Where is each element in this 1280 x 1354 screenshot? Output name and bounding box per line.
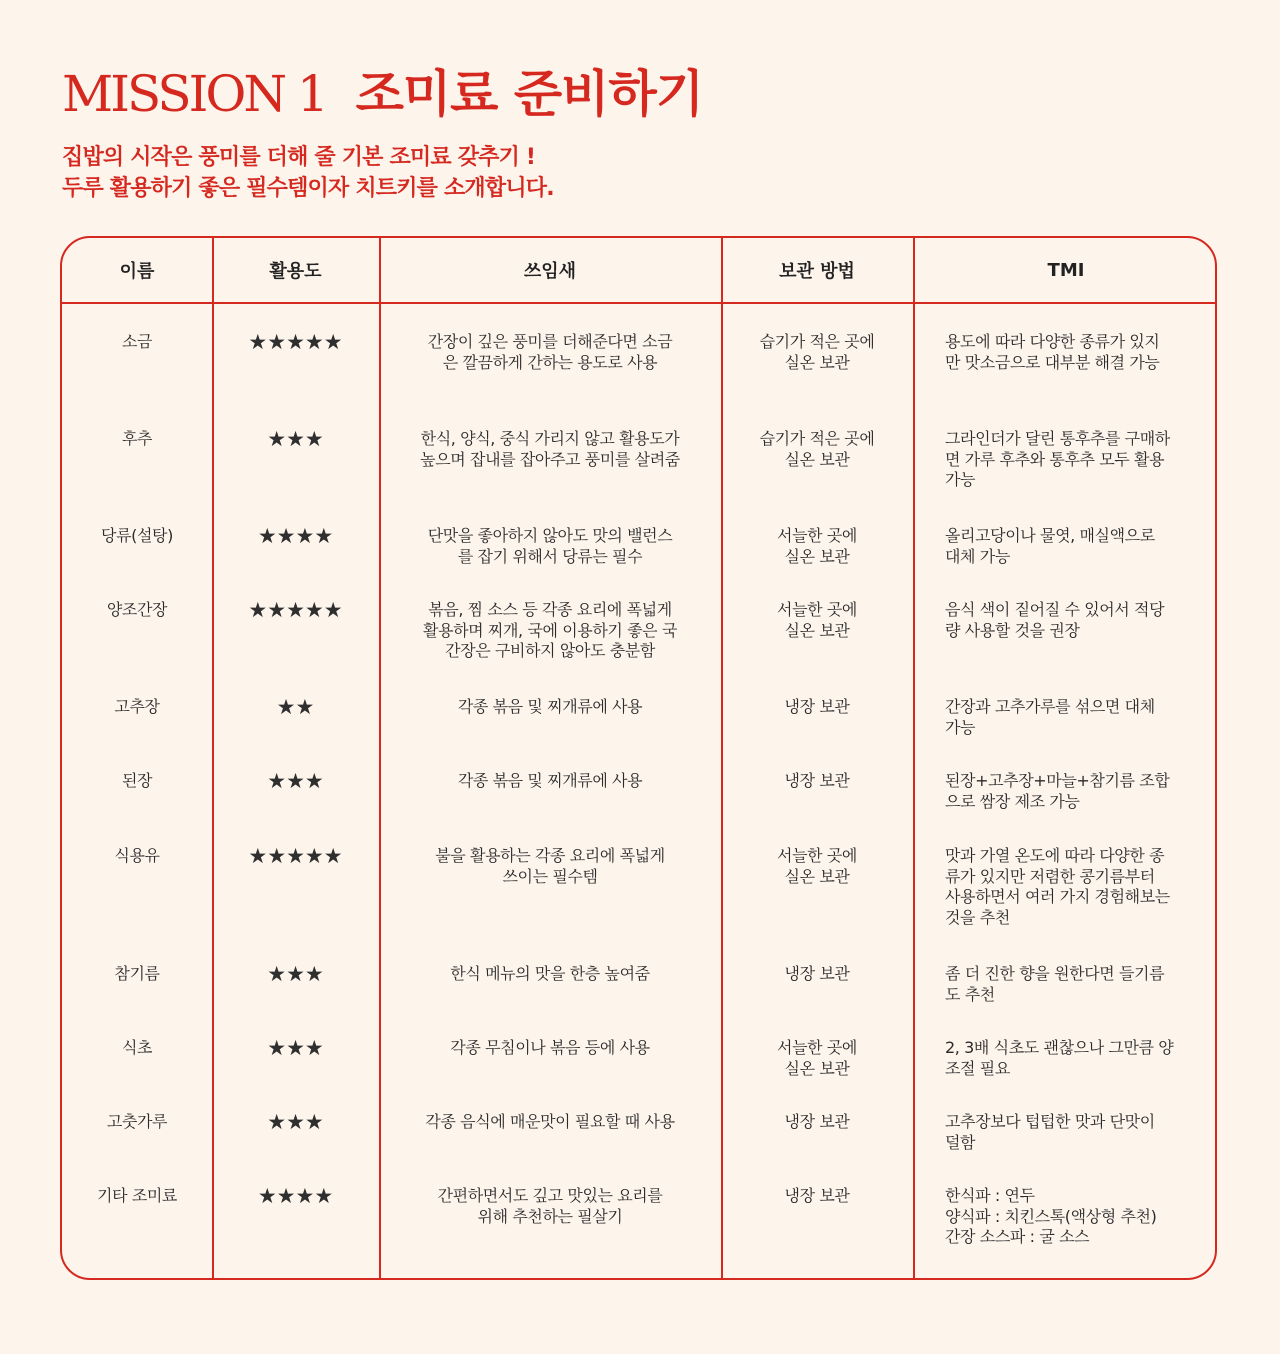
use-description-line: 볶음, 찜 소스 등 각종 요리에 폭넓게	[428, 600, 672, 619]
tmi-note	[913, 846, 1217, 928]
storage-method	[721, 771, 913, 792]
usage-rating-stars: ★★★★★	[248, 598, 343, 622]
tmi-note-line: 간장 소스파 : 굴 소스	[945, 1227, 1090, 1246]
storage-method	[721, 846, 913, 887]
storage-method-line: 습기가 적은 곳에	[759, 429, 875, 448]
use-description	[379, 1038, 721, 1059]
storage-method	[721, 526, 913, 567]
storage-method-line: 습기가 적은 곳에	[759, 332, 875, 351]
tmi-note-line: 용도에 따라 다양한 종류가 있지	[945, 332, 1160, 351]
use-description-line: 쓰이는 필수템	[502, 866, 598, 886]
usage-rating-stars: ★★★	[267, 1036, 324, 1060]
use-description-line: 간장은 구비하지 않아도 충분함	[445, 641, 655, 660]
tmi-note	[913, 1186, 1217, 1248]
storage-method	[721, 964, 913, 985]
use-description	[379, 846, 721, 887]
use-description-line: 한식 메뉴의 맛을 한층 높여줌	[450, 964, 650, 983]
seasoning-name: 소금	[121, 332, 153, 351]
usage-rating-stars: ★★★	[267, 962, 324, 986]
use-description-line: 위해 추천하는 필살기	[477, 1206, 623, 1226]
storage-method	[721, 1112, 913, 1133]
use-description	[379, 1112, 721, 1133]
header-tmi: TMI	[1047, 259, 1085, 281]
use-description-line: 활용하며 찌개, 국에 이용하기 좋은 국	[423, 620, 677, 640]
tmi-note	[913, 964, 1217, 1005]
storage-method-line: 냉장 보관	[784, 697, 850, 716]
storage-method-line: 실온 보관	[784, 620, 850, 640]
storage-method-line: 서늘한 곳에	[777, 600, 857, 619]
seasoning-name: 양조간장	[106, 600, 168, 619]
mission-label: MISSION 1	[62, 65, 326, 123]
tmi-note-line: 양식파 : 치킨스톡(액상형 추천)	[945, 1206, 1157, 1226]
storage-method-line: 냉장 보관	[784, 1186, 850, 1205]
storage-method	[721, 600, 913, 641]
storage-method-line: 서늘한 곳에	[777, 1038, 857, 1057]
use-description	[379, 600, 721, 662]
tmi-note-line: 류가 있지만 저렴한 콩기름부터	[945, 866, 1155, 886]
header-name: 이름	[119, 261, 155, 282]
header-storage: 보관 방법	[779, 261, 855, 282]
storage-method-line: 실온 보관	[784, 866, 850, 886]
storage-method	[721, 332, 913, 373]
use-description-line: 은 깔끔하게 간하는 용도로 사용	[442, 352, 658, 372]
seasoning-name: 된장	[121, 771, 153, 790]
use-description-line: 간편하면서도 깊고 맛있는 요리를	[437, 1186, 663, 1205]
tmi-note-line: 대체 가능	[945, 546, 1010, 566]
storage-method-line: 서늘한 곳에	[777, 846, 857, 865]
use-description-line: 한식, 양식, 중식 가리지 않고 활용도가	[420, 429, 680, 448]
storage-method	[721, 1038, 913, 1079]
tmi-note	[913, 600, 1217, 641]
seasoning-name: 참기름	[114, 964, 160, 983]
seasoning-name: 고추장	[114, 697, 160, 716]
tmi-note-line: 사용하면서 여러 가지 경험해보는	[945, 887, 1170, 906]
use-description-line: 각종 볶음 및 찌개류에 사용	[457, 771, 643, 790]
tmi-note-line: 도 추천	[945, 984, 995, 1004]
seasoning-name: 당류(설탕)	[101, 526, 173, 545]
seasoning-name: 기타 조미료	[97, 1186, 177, 1205]
tmi-note-line: 그라인더가 달린 통후추를 구매하	[945, 429, 1170, 448]
storage-method-line: 서늘한 곳에	[777, 526, 857, 545]
title-text: 조미료 준비하기	[355, 65, 704, 123]
use-description	[379, 697, 721, 718]
use-description	[379, 964, 721, 985]
storage-method-line: 실온 보관	[784, 546, 850, 566]
storage-method-line: 실온 보관	[784, 352, 850, 372]
header-use: 쓰임새	[523, 261, 577, 282]
tmi-note	[913, 697, 1217, 738]
use-description-line: 를 잡기 위해서 당류는 필수	[457, 546, 643, 566]
use-description-line: 간장이 깊은 풍미를 더해준다면 소금	[427, 332, 673, 351]
storage-method	[721, 429, 913, 470]
seasoning-name: 고춧가루	[106, 1112, 168, 1131]
storage-method-line: 냉장 보관	[784, 1112, 850, 1131]
storage-method-line: 냉장 보관	[784, 771, 850, 790]
tmi-note-line: 가능	[945, 470, 976, 489]
storage-method	[721, 697, 913, 718]
use-description-line: 단맛을 좋아하지 않아도 맛의 밸런스	[427, 526, 673, 545]
tmi-note	[913, 526, 1217, 567]
tmi-note-line: 면 가루 후추와 통후추 모두 활용	[945, 449, 1165, 469]
tmi-note-line: 조절 필요	[945, 1058, 1010, 1078]
seasoning-name: 식초	[121, 1038, 153, 1057]
tmi-note-line: 가능	[945, 717, 976, 737]
storage-method-line: 실온 보관	[784, 1058, 850, 1078]
subtitle-line-1: 집밥의 시작은 풍미를 더해 줄 기본 조미료 갖추기 !	[62, 145, 536, 170]
use-description	[379, 332, 721, 373]
use-description-line: 불을 활용하는 각종 요리에 폭넓게	[435, 846, 665, 865]
tmi-note-line: 량 사용할 것을 권장	[945, 620, 1080, 640]
subtitle-line-2: 두루 활용하기 좋은 필수템이자 치트키를 소개합니다.	[62, 176, 554, 201]
use-description-line: 각종 볶음 및 찌개류에 사용	[457, 697, 643, 716]
seasoning-name: 식용유	[114, 846, 160, 865]
use-description-line: 각종 무침이나 볶음 등에 사용	[450, 1038, 650, 1057]
header-divider	[62, 302, 1215, 304]
tmi-note-line: 2, 3배 식초도 괜찮으나 그만큼 양	[945, 1038, 1174, 1057]
page-title	[62, 62, 703, 126]
tmi-note-line: 좀 더 진한 향을 원한다면 들기름	[945, 964, 1165, 983]
usage-rating-stars: ★★★	[267, 1110, 324, 1134]
usage-rating-stars: ★★★★	[257, 1184, 334, 1208]
tmi-note	[913, 771, 1217, 812]
tmi-note-line: 된장+고추장+마늘+참기름 조합	[945, 771, 1170, 790]
tmi-note-line: 만 맛소금으로 대부분 해결 가능	[945, 352, 1160, 372]
table-header	[62, 238, 1215, 302]
use-description	[379, 526, 721, 567]
usage-rating-stars: ★★★	[267, 769, 324, 793]
use-description-line: 각종 음식에 매운맛이 필요할 때 사용	[425, 1112, 675, 1131]
usage-rating-stars: ★★★	[267, 427, 324, 451]
use-description	[379, 771, 721, 792]
tmi-note-line: 음식 색이 짙어질 수 있어서 적당	[945, 600, 1165, 619]
tmi-note-line: 한식파 : 연두	[945, 1186, 1035, 1205]
seasoning-table	[60, 236, 1217, 1280]
seasoning-name: 후추	[121, 429, 153, 448]
usage-rating-stars: ★★★★	[257, 524, 334, 548]
tmi-note	[913, 332, 1217, 373]
tmi-note	[913, 1112, 1217, 1153]
tmi-note-line: 올리고당이나 물엿, 매실액으로	[945, 526, 1155, 545]
tmi-note-line: 으로 쌈장 제조 가능	[945, 791, 1080, 811]
tmi-note-line: 간장과 고추가루를 섞으면 대체	[945, 697, 1155, 716]
tmi-note-line: 고추장보다 텁텁한 맛과 단맛이	[945, 1112, 1155, 1131]
usage-rating-stars: ★★★★★	[248, 844, 343, 868]
tmi-note-line: 맛과 가열 온도에 따라 다양한 종	[945, 846, 1165, 865]
page-subtitle	[62, 142, 554, 204]
tmi-note	[913, 1038, 1217, 1079]
use-description	[379, 429, 721, 470]
use-description	[379, 1186, 721, 1227]
storage-method-line: 냉장 보관	[784, 964, 850, 983]
tmi-note-line: 것을 추천	[945, 907, 1010, 927]
storage-method	[721, 1186, 913, 1207]
tmi-note-line: 덜함	[945, 1132, 976, 1152]
use-description-line: 높으며 잡내를 잡아주고 풍미를 살려줌	[420, 449, 680, 469]
storage-method-line: 실온 보관	[784, 449, 850, 469]
tmi-note	[913, 429, 1217, 491]
usage-rating-stars: ★★	[276, 695, 315, 719]
header-usage-rating: 활용도	[269, 261, 322, 282]
usage-rating-stars: ★★★★★	[248, 330, 343, 354]
